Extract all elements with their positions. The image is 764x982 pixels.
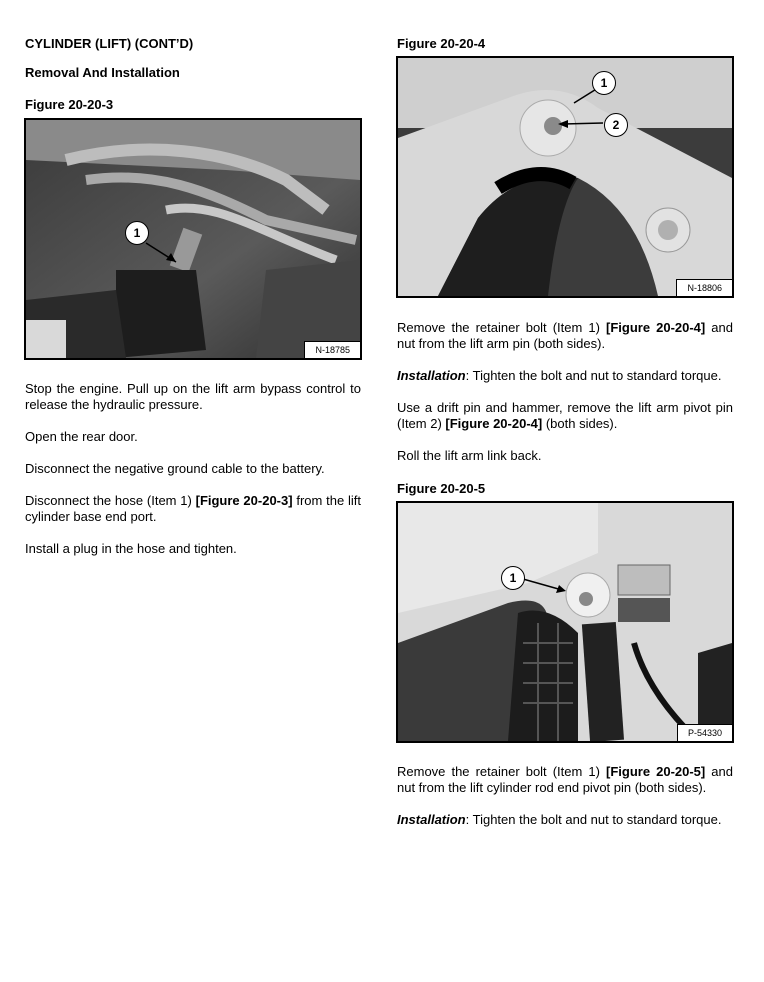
callout-1: 1 [501, 566, 525, 590]
instruction-text: Use a drift pin and hammer, remove the lift arm pivot pin (Item 2) [Figure 20-20-4] (both sides). [397, 400, 733, 431]
installation-label: Installation [397, 812, 466, 827]
figure-label: Figure 20-20-5 [397, 481, 486, 496]
figure-code: P-54330 [677, 724, 732, 741]
instruction-text: Disconnect the hose (Item 1) [Figure 20-20-3] from the lift cylinder base end port. [25, 493, 361, 524]
installation-note: Installation: Tighten the bolt and nut to standard torque. [397, 368, 722, 383]
section-title: CYLINDER (LIFT) (CONT’D) [25, 36, 194, 51]
instruction-text: Install a plug in the hose and tighten. [25, 541, 237, 556]
instruction-text: Disconnect the negative ground cable to the battery. [25, 461, 325, 476]
instruction-text: Roll the lift arm link back. [397, 448, 542, 463]
figure-reference: [Figure 20-20-4] [445, 416, 543, 431]
figure-label: Figure 20-20-4 [397, 36, 486, 51]
figure-reference: [Figure 20-20-5] [606, 764, 706, 779]
figure-20-20-4-photo [396, 56, 734, 298]
figure-20-20-3-photo [24, 118, 362, 360]
callout-1: 1 [592, 71, 616, 95]
subsection-title: Removal And Installation [25, 65, 180, 80]
figure-reference: [Figure 20-20-4] [606, 320, 706, 335]
figure-20-20-5-photo [396, 501, 734, 743]
callout-1: 1 [125, 221, 149, 245]
installation-label: Installation [397, 368, 466, 383]
callout-2: 2 [604, 113, 628, 137]
figure-code: N-18785 [304, 341, 360, 358]
instruction-text: Open the rear door. [25, 429, 138, 444]
figure-label: Figure 20-20-3 [25, 97, 114, 112]
instruction-text: Stop the engine. Pull up on the lift arm bypass control to release the hydraulic pressure. [25, 381, 361, 412]
instruction-text: Remove the retainer bolt (Item 1) [Figure 20-20-5] and nut from the lift cylinder rod end pivot pin (both sides). [397, 764, 733, 795]
installation-note: Installation: Tighten the bolt and nut to standard torque. [397, 812, 722, 827]
figure-reference: [Figure 20-20-3] [195, 493, 293, 508]
figure-code: N-18806 [676, 279, 732, 296]
instruction-text: Remove the retainer bolt (Item 1) [Figure 20-20-4] and nut from the lift arm pin (both sides). [397, 320, 733, 351]
